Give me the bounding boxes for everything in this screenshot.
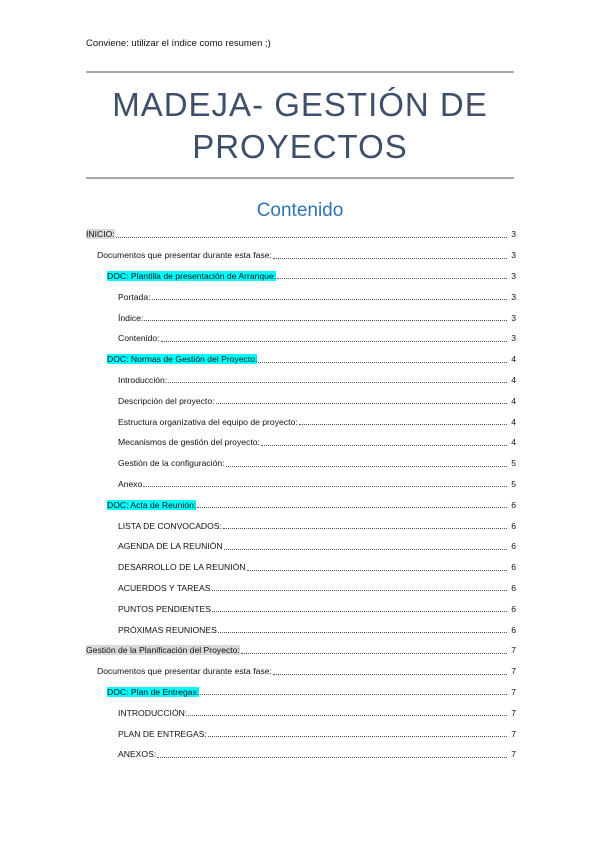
toc-dot-leader — [197, 497, 507, 508]
toc-entry-text: INTRODUCCIÓN: — [118, 707, 188, 718]
toc-entry[interactable] — [86, 307, 516, 328]
toc-entry-text: Mecanismos de gestión del proyecto: — [118, 437, 260, 448]
toc-entry[interactable] — [86, 328, 516, 349]
toc-dot-leader — [261, 435, 507, 446]
toc-page-number: 6 — [511, 499, 516, 510]
toc-dot-leader — [212, 601, 507, 612]
toc-entry[interactable] — [86, 245, 516, 266]
toc-page-number: 4 — [511, 374, 516, 385]
table-of-contents — [86, 224, 516, 765]
toc-page-number: 3 — [511, 333, 516, 344]
toc-entry-text: Anexo — [118, 478, 143, 489]
toc-entry-text: DOC: Plan de Entregas: — [107, 686, 200, 697]
toc-page-number: 6 — [511, 603, 516, 614]
document-title — [86, 84, 514, 168]
toc-entry[interactable] — [86, 349, 516, 370]
toc-page-number: 7 — [511, 749, 516, 760]
toc-entry-text: Documentos que presentar durante esta fase: — [97, 666, 272, 677]
toc-page-number: 6 — [511, 624, 516, 635]
toc-page-number: 4 — [511, 354, 516, 365]
toc-entry[interactable] — [86, 494, 516, 515]
toc-dot-leader — [299, 414, 507, 425]
toc-dot-leader — [168, 372, 507, 383]
toc-entry[interactable] — [86, 744, 516, 765]
toc-page-number: 3 — [511, 250, 516, 261]
toc-dot-leader — [226, 456, 507, 467]
toc-entry-text: PLAN DE ENTREGAS: — [118, 728, 207, 739]
toc-page-number: 4 — [511, 437, 516, 448]
toc-entry-text: LISTA DE CONVOCADOS: — [118, 520, 222, 531]
toc-entry-text: PRÓXIMAS REUNIONES — [118, 624, 217, 635]
toc-entry[interactable] — [86, 370, 516, 391]
toc-entry[interactable] — [86, 224, 516, 245]
toc-entry[interactable] — [86, 661, 516, 682]
toc-entry-text: PUNTOS PENDIENTES — [118, 603, 211, 614]
toc-entry-text: Gestión de la configuración: — [118, 458, 225, 469]
toc-entry-text: DOC: Acta de Reunión: — [107, 499, 197, 510]
toc-page-number: 7 — [511, 686, 516, 697]
toc-entry[interactable] — [86, 432, 516, 453]
toc-entry-text: DOC: Plantilla de presentación de Arranque: — [107, 270, 277, 281]
toc-entry-text: Descripción del proyecto: — [118, 395, 215, 406]
toc-page-number: 4 — [511, 395, 516, 406]
toc-entry[interactable] — [86, 266, 516, 287]
toc-dot-leader — [218, 622, 507, 633]
toc-entry[interactable] — [86, 453, 516, 474]
toc-dot-leader — [188, 705, 507, 716]
toc-entry[interactable] — [86, 411, 516, 432]
toc-page-number: 7 — [511, 707, 516, 718]
toc-dot-leader — [161, 331, 507, 342]
toc-entry[interactable] — [86, 578, 516, 599]
toc-dot-leader — [224, 539, 507, 550]
toc-dot-leader — [223, 518, 507, 529]
toc-entry-text: Portada: — [118, 291, 151, 302]
toc-page-number: 6 — [511, 582, 516, 593]
toc-dot-leader — [273, 248, 507, 259]
toc-page-number: 3 — [511, 312, 516, 323]
toc-page-number: 6 — [511, 520, 516, 531]
toc-entry[interactable] — [86, 723, 516, 744]
toc-dot-leader — [157, 747, 507, 758]
toc-page-number: 7 — [511, 666, 516, 677]
toc-entry[interactable] — [86, 474, 516, 495]
toc-entry-text: Gestión de la Planificación del Proyecto: — [86, 645, 240, 656]
toc-page-number: 3 — [511, 229, 516, 240]
toc-dot-leader — [152, 289, 508, 300]
toc-page-number: 7 — [511, 728, 516, 739]
toc-dot-leader — [208, 726, 507, 737]
toc-entry-text: Estructura organizativa del equipo de proyecto: — [118, 416, 298, 427]
toc-entry[interactable] — [86, 536, 516, 557]
toc-dot-leader — [277, 268, 507, 279]
toc-entry[interactable] — [86, 640, 516, 661]
title-line-2: PROYECTOS — [192, 128, 408, 165]
toc-page-number: 5 — [511, 458, 516, 469]
toc-dot-leader — [241, 643, 507, 654]
toc-dot-leader — [258, 352, 507, 363]
toc-page-number: 6 — [511, 541, 516, 552]
toc-dot-leader — [200, 684, 507, 695]
toc-entry-text: Contenido: — [118, 333, 160, 344]
toc-dot-leader — [212, 580, 508, 591]
toc-entry[interactable] — [86, 515, 516, 536]
toc-entry[interactable] — [86, 702, 516, 723]
toc-entry-text: Documentos que presentar durante esta fase: — [97, 250, 272, 261]
title-rule-bottom — [86, 177, 514, 179]
toc-page-number: 3 — [511, 291, 516, 302]
toc-dot-leader — [273, 664, 507, 675]
toc-entry[interactable] — [86, 557, 516, 578]
toc-heading: Contenido — [256, 200, 344, 221]
toc-entry[interactable] — [86, 598, 516, 619]
toc-entry-text: DESARROLLO DE LA REUNIÓN — [118, 562, 246, 573]
toc-entry[interactable] — [86, 390, 516, 411]
toc-entry-text: Índice: — [118, 312, 144, 323]
toc-entry-text: Introducción: — [118, 374, 168, 385]
toc-entry-text: AGENDA DE LA REUNIÓN — [118, 541, 223, 552]
toc-entry[interactable] — [86, 286, 516, 307]
toc-entry-text: INICIO: — [86, 229, 115, 240]
toc-page-number: 4 — [511, 416, 516, 427]
toc-entry[interactable] — [86, 619, 516, 640]
toc-entry-text: ACUERDOS Y TAREAS — [118, 582, 211, 593]
toc-entry-text: DOC: Normas de Gestión del Proyecto: — [107, 354, 258, 365]
toc-page-number: 3 — [511, 270, 516, 281]
toc-entry-text: ANEXOS: — [118, 749, 157, 760]
title-rule-top — [86, 71, 514, 73]
title-line-1: MADEJA- GESTIÓN DE — [112, 86, 488, 123]
toc-page-number: 7 — [511, 645, 516, 656]
toc-dot-leader — [216, 393, 508, 404]
toc-dot-leader — [116, 227, 507, 238]
header-note: Conviene: utilizar el índice como resumen ;) — [86, 38, 271, 49]
toc-page-number: 6 — [511, 562, 516, 573]
toc-dot-leader — [143, 476, 507, 487]
toc-dot-leader — [144, 310, 507, 321]
toc-entry[interactable] — [86, 682, 516, 703]
toc-dot-leader — [247, 560, 507, 571]
toc-page-number: 5 — [511, 478, 516, 489]
